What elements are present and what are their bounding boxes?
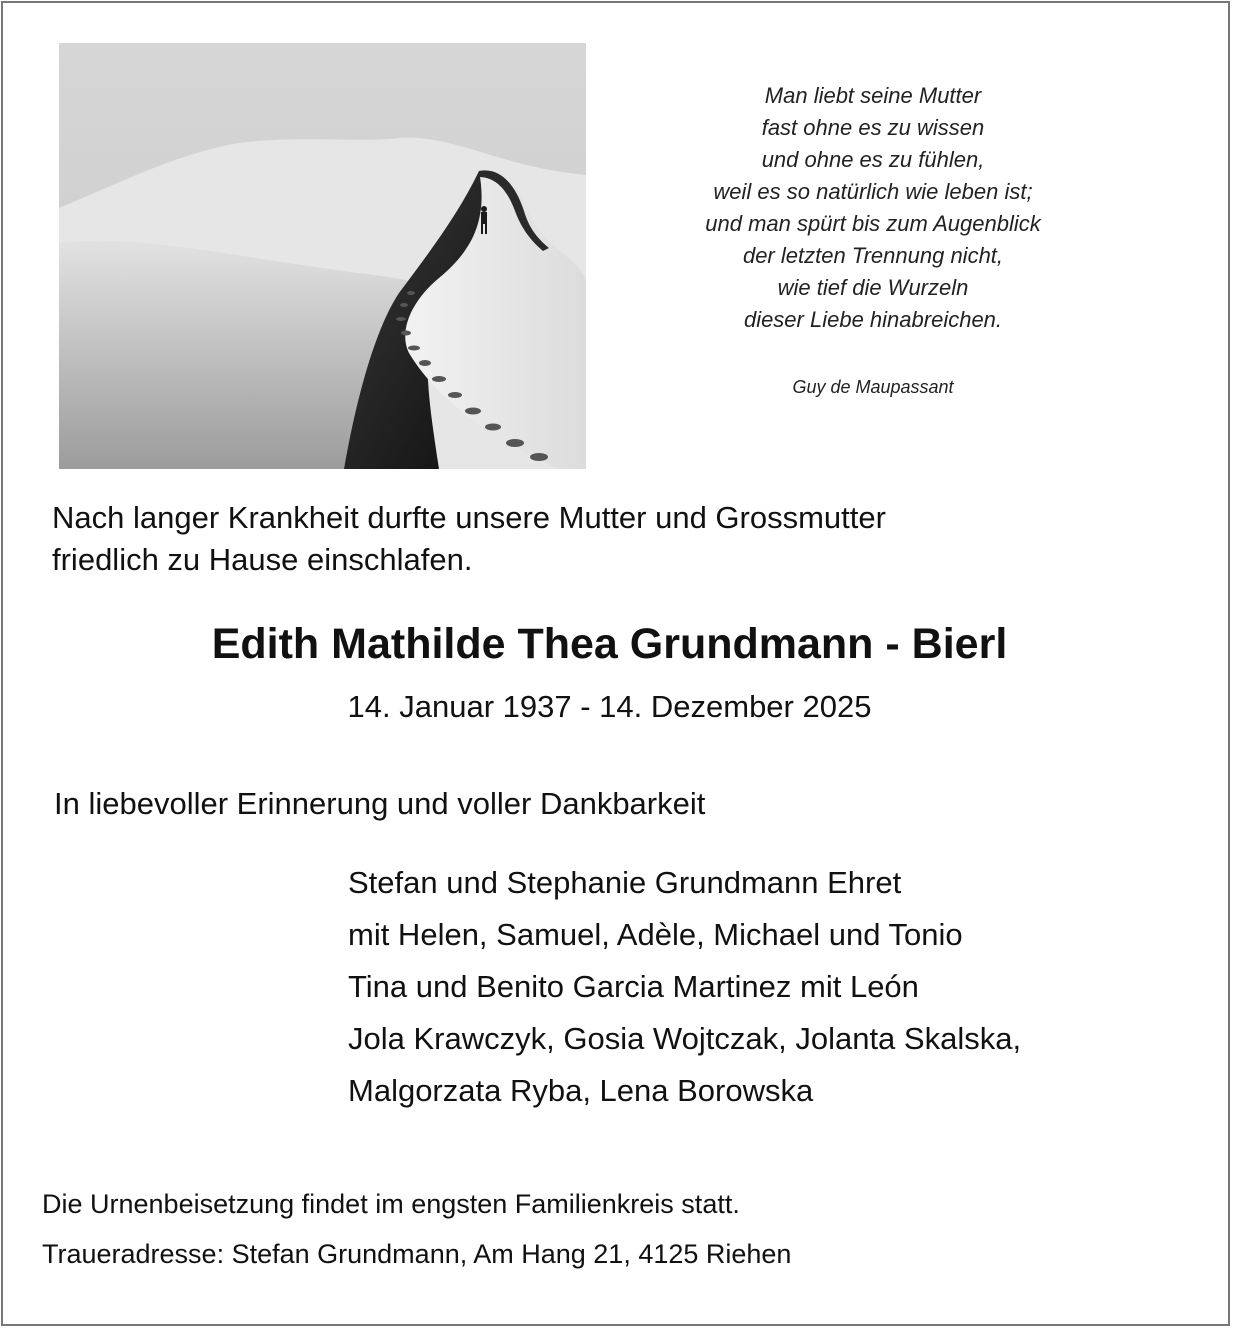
poem-line: und man spürt bis zum Augenblick: [705, 211, 1041, 236]
mourner-line: Tina und Benito Garcia Martinez mit León: [348, 969, 919, 1004]
mourner-line: mit Helen, Samuel, Adèle, Michael und Tonio: [348, 917, 963, 952]
mourner-line: Stefan und Stephanie Grundmann Ehret: [348, 865, 902, 900]
intro-line: friedlich zu Hause einschlafen.: [52, 542, 473, 577]
deceased-name: Edith Mathilde Thea Grundmann - Bierl: [211, 620, 1008, 668]
poem-author: Guy de Maupassant: [792, 377, 954, 397]
poem-line: wie tief die Wurzeln: [777, 275, 969, 300]
desert-dune-photo: [59, 43, 586, 469]
poem-line: weil es so natürlich wie leben ist;: [713, 179, 1033, 204]
memorial-poem: [630, 80, 1116, 336]
poem-line: der letzten Trennung nicht,: [742, 243, 1004, 268]
footer-notes: [42, 1179, 791, 1279]
poem-line: fast ohne es zu wissen: [761, 115, 985, 140]
mourner-line: Jola Krawczyk, Gosia Wojtczak, Jolanta Skalska,: [348, 1021, 1022, 1056]
intro-line: Nach langer Krankheit durfte unsere Mutter und Grossmutter: [52, 500, 886, 535]
mourners-list: [348, 857, 1021, 1117]
poem-line: und ohne es zu fühlen,: [761, 147, 985, 172]
mourner-line: Malgorzata Ryba, Lena Borowska: [348, 1073, 814, 1108]
mourning-address: Traueradresse: Stefan Grundmann, Am Hang 21, 4125 Riehen: [42, 1239, 792, 1269]
remembrance-line: In liebevoller Erinnerung und voller Dankbarkeit: [54, 786, 706, 821]
life-dates: 14. Januar 1937 - 14. Dezember 2025: [347, 689, 872, 724]
intro-text: [52, 497, 886, 581]
burial-note: Die Urnenbeisetzung findet im engsten Familienkreis statt.: [42, 1189, 740, 1219]
poem-line: Man liebt seine Mutter: [764, 83, 982, 108]
poem-line: dieser Liebe hinabreichen.: [743, 307, 1003, 332]
